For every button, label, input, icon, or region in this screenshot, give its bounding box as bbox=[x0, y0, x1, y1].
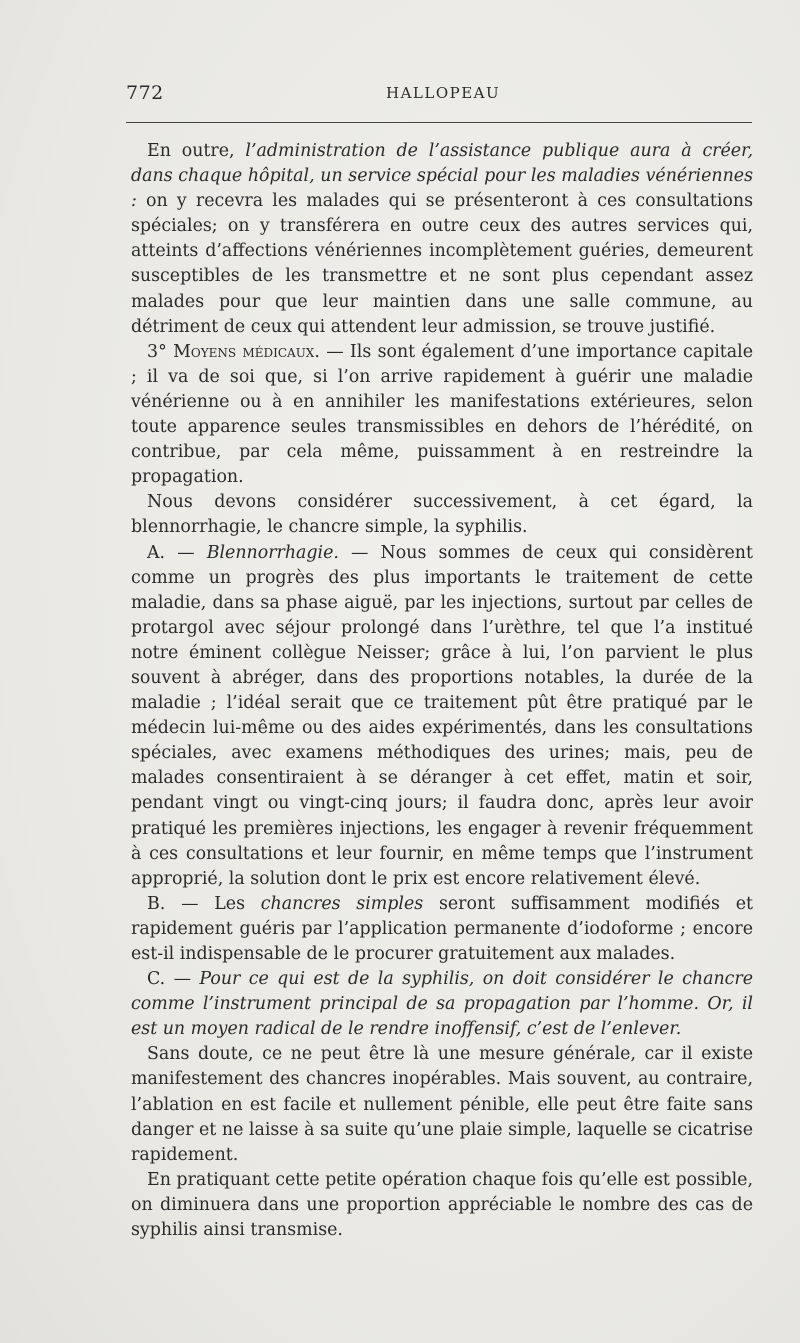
paragraph-chancres-simples: B. — Les chancres simples seront suffisamment modifiés et rapidement guéris par l’application permanente d’iodoforme ; encore est-il indispensable de le procurer gratuitement aux malades. bbox=[131, 893, 753, 964]
section-heading: Moyens médicaux. bbox=[173, 341, 320, 362]
paragraph-syphilis: C. — Pour ce qui est de la syphilis, on doit considérer le chancre comme l’instrument principal de sa propagation par l’homme. Or, il est un moyen radical de le rendre inoffensif, c’est de l’enlever. bbox=[131, 969, 753, 1040]
body-text bbox=[131, 139, 753, 1243]
paragraph: Sans doute, ce ne peut être là une mesure générale, car il existe manifestement des chancres inopérables. Mais souvent, au contraire, l’ablation en est facile et nullement pénible, elle peut être faite sans danger et ne laisse à sa suite qu’une plaie simple, laquelle se cicatrise rapidement. bbox=[131, 1044, 753, 1165]
paragraph-medical-means: 3° Moyens médicaux. — Ils sont également d’une importance capitale ; il va de soi que, si l’on arrive rapidement à guérir une maladie vénérienne ou à en annihiler les manifestations extérieures, selon toute apparence seules transmissibles en dehors de l’hérédité, on contribue, par cela même, puissamment à en restreindre la propagation. bbox=[131, 341, 753, 488]
paragraph: Nous devons considérer successivement, à cet égard, la blennorrhagie, le chancre simple, la syphilis. bbox=[131, 492, 753, 538]
page-header bbox=[126, 82, 752, 108]
paragraph: En pratiquant cette petite opération chaque fois qu’elle est possible, on diminuera dans une proportion appréciable le nombre des cas de syphilis ainsi transmise. bbox=[131, 1169, 753, 1241]
paragraph: En outre, l’administration de l’assistance publique aura à créer, dans chaque hôpital, un service spécial pour les maladies vénériennes : on y recevra les malades qui se présenteront à ces consultations spéciales; on y transférera en outre ceux des autres services qui, atteints d’affections vénériennes incomplètement guéries, demeurent susceptibles de les transmettre et ne sont plus cependant assez malades pour que leur maintien dans une salle commune, au détriment de ceux qui attendent leur admission, se trouve justifié. bbox=[131, 141, 754, 337]
header-rule bbox=[126, 122, 752, 123]
running-title: HALLOPEAU bbox=[386, 84, 501, 102]
paragraph-blennorrhagie: A. — Blennorrhagie. — Nous sommes de ceux qui considèrent comme un progrès des plus importants le traitement de cette maladie, dans sa phase aiguë, par les injections, surtout par celles de protargol avec séjour prolongé dans l’urèthre, tel que l’a institué notre éminent collègue Neisser; grâce à lui, l’on parvient le plus souvent à abréger, dans des proportions notables, la durée de la maladie ; l’idéal serait que ce traitement pût être pratiqué par le médecin lui-même ou des aides expérimentés, dans les consultations spéciales, avec examens méthodiques des urines; mais, peu de malades consentiraient à se déranger à cet effet, matin et soir, pendant vingt ou vingt-cinq jours; il faudra donc, après leur avoir pratiqué les premières injections, les engager à revenir fréquemment à ces consultations et leur fournir, en même temps que l’instrument approprié, la solution dont le prix est encore relativement élevé. bbox=[131, 542, 753, 889]
page-number: 772 bbox=[126, 82, 164, 104]
